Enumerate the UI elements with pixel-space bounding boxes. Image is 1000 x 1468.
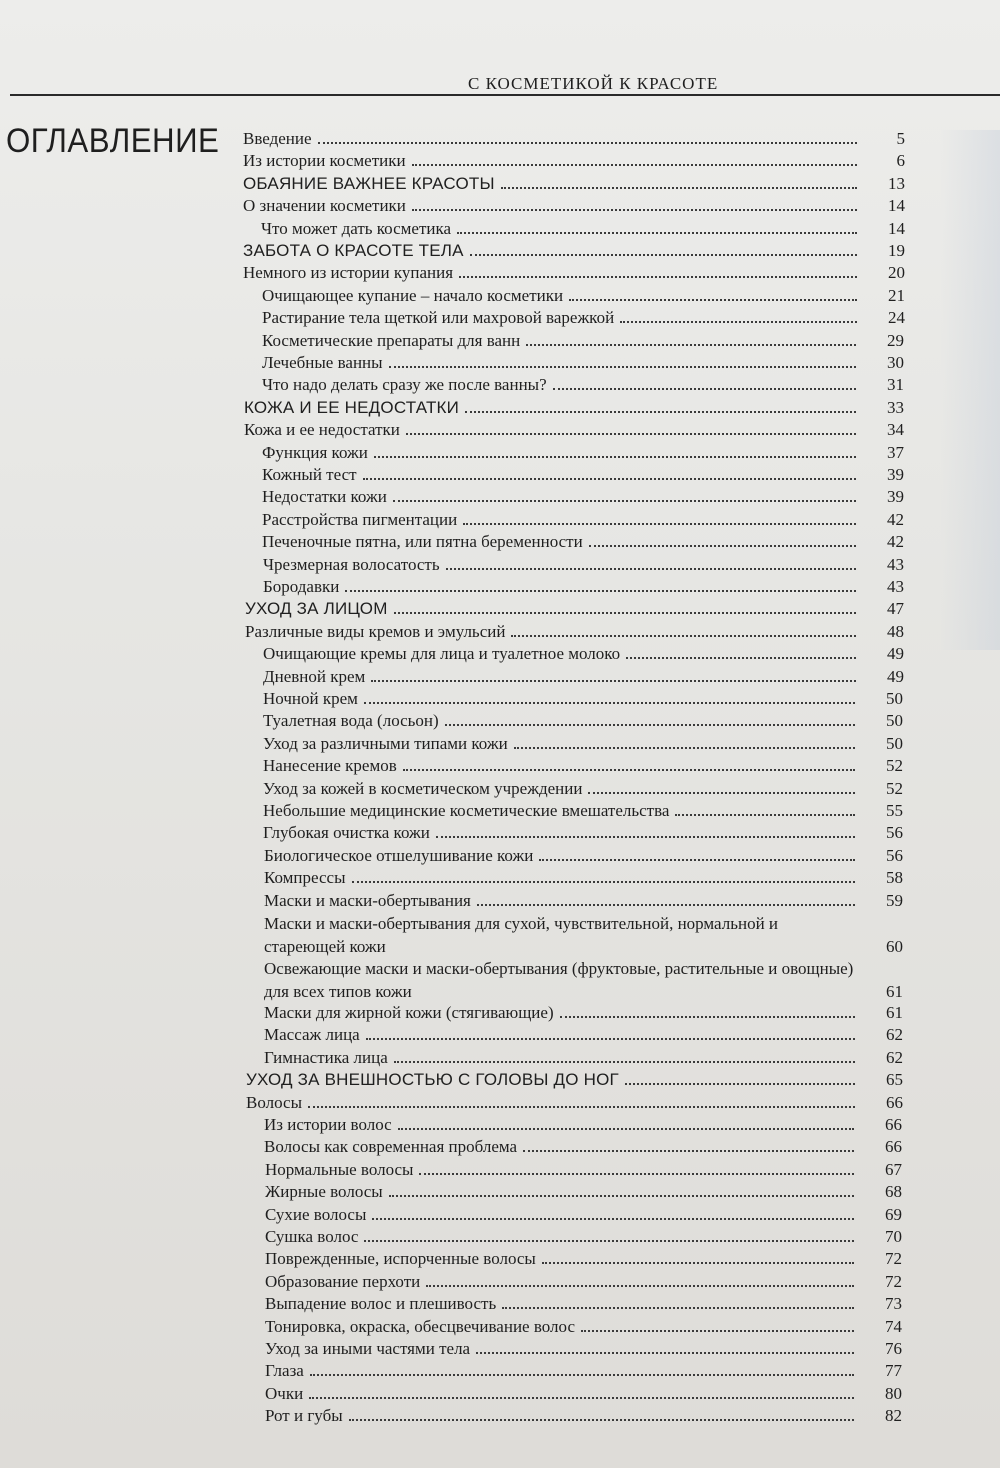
- toc-page-number: 55: [886, 801, 903, 820]
- toc-entry-title: Немного из истории купания: [243, 263, 454, 283]
- dot-leader: [374, 456, 856, 458]
- toc-entry-title: Косметические препараты для ванн: [262, 330, 521, 350]
- toc-entry-title: Нанесение кремов: [263, 756, 397, 776]
- toc-entry: [261, 218, 905, 240]
- dot-leader: [419, 1173, 854, 1175]
- toc-page-number: 56: [886, 845, 903, 865]
- dot-leader: [406, 433, 856, 435]
- toc-entry: [262, 509, 904, 531]
- toc-entry: [263, 755, 903, 777]
- dot-leader: [560, 1016, 855, 1018]
- toc-page-number: 48: [887, 621, 904, 641]
- toc-page-number: 72: [885, 1271, 902, 1291]
- toc-entry: [264, 957, 903, 1003]
- toc-page-number: 77: [885, 1361, 902, 1381]
- toc-page-number: 70: [885, 1227, 902, 1246]
- toc-entry: [243, 262, 905, 284]
- toc-page-number: 80: [885, 1383, 902, 1403]
- toc-entry: [264, 1024, 903, 1046]
- dot-leader: [309, 1397, 854, 1399]
- toc-entry: [262, 442, 904, 464]
- toc-entry: [263, 822, 903, 844]
- toc-entry: [263, 778, 903, 800]
- toc-title: ОГЛАВЛЕНИЕ: [6, 122, 220, 160]
- toc-page-number: 82: [885, 1406, 902, 1426]
- dot-leader: [363, 478, 856, 480]
- toc-page-number: 67: [885, 1159, 902, 1179]
- toc-page-number: 73: [885, 1294, 902, 1314]
- dot-leader: [588, 792, 855, 794]
- toc-entry-title: Кожный тест: [262, 465, 357, 484]
- toc-page-number: 60: [886, 937, 903, 956]
- dot-leader: [349, 1419, 854, 1421]
- toc-entry: [263, 666, 904, 688]
- toc-entry: [263, 576, 904, 598]
- toc-entry: [262, 464, 904, 486]
- toc-entry-title: Уход за различными типами кожи: [263, 733, 508, 753]
- toc-entry-title: Сухие волосы: [265, 1204, 367, 1224]
- toc-entry: [244, 419, 904, 441]
- toc-entry-title: Уход за иными частями тела: [265, 1339, 471, 1358]
- dot-leader: [389, 366, 856, 368]
- dot-leader: [393, 500, 856, 502]
- toc-entry: [263, 643, 904, 665]
- toc-entry-title: Биологическое отшелушивание кожи: [264, 845, 534, 865]
- toc-page-number: 33: [887, 397, 904, 417]
- running-head: С КОСМЕТИКОЙ К КРАСОТЕ: [468, 74, 719, 93]
- toc-entry-title: Очищающие кремы для лица и туалетное молоко: [263, 644, 621, 664]
- toc-entry: [263, 554, 904, 576]
- toc-page-number: 21: [888, 285, 905, 305]
- dot-leader: [310, 1374, 854, 1376]
- dot-leader: [426, 1285, 854, 1287]
- toc-entry-title: Маски и маски-обертывания для сухой, чувствительной, нормальной и стареющей кожи: [264, 914, 779, 956]
- toc-entry: [262, 374, 904, 396]
- dot-leader: [403, 769, 855, 771]
- toc-section-entry: [243, 240, 905, 262]
- toc-entry-title: ЗАБОТА О КРАСОТЕ ТЕЛА: [243, 241, 464, 260]
- toc-entry-title: ОБАЯНИЕ ВАЖНЕЕ КРАСОТЫ: [243, 173, 495, 193]
- toc-entry: [243, 195, 905, 217]
- dot-leader: [477, 904, 855, 906]
- dot-leader: [476, 1352, 854, 1354]
- dot-leader: [620, 321, 857, 323]
- dot-leader: [352, 881, 855, 883]
- toc-entry: [262, 307, 905, 329]
- toc-entry-title: Растирание тела щеткой или махровой варежкой: [262, 308, 615, 328]
- toc-page-number: 30: [887, 353, 904, 372]
- toc-page-number: 14: [888, 196, 905, 216]
- toc-page-number: 56: [886, 823, 903, 843]
- toc-entry-title: Жирные волосы: [265, 1182, 383, 1202]
- toc-page-number: 66: [886, 1092, 903, 1112]
- dot-leader: [470, 254, 857, 256]
- toc-entry-title: Уход за кожей в косметическом учреждении: [263, 778, 583, 798]
- toc-page-number: 49: [887, 666, 904, 686]
- toc-entry-title: Компрессы: [264, 868, 346, 888]
- dot-leader: [389, 1195, 854, 1197]
- toc-entry: [265, 1338, 902, 1360]
- toc-page-number: 65: [886, 1070, 903, 1090]
- dot-leader: [581, 1330, 854, 1332]
- toc-page-number: 29: [887, 330, 904, 350]
- toc-entry-title: Из истории косметики: [243, 151, 406, 171]
- toc-entry-title: О значении косметики: [243, 196, 406, 216]
- toc-entry: [262, 330, 904, 352]
- toc-entry: [265, 1159, 902, 1181]
- toc-entry-title: Маски и маски-обертывания: [264, 890, 471, 910]
- toc-entry: [262, 352, 904, 374]
- dot-leader: [371, 680, 856, 682]
- toc-entry: [262, 531, 904, 553]
- toc-page-number: 42: [887, 509, 904, 529]
- toc-page-number: 43: [887, 577, 904, 596]
- toc-page-number: 58: [886, 868, 903, 888]
- toc-entry: [263, 688, 903, 710]
- toc-entry-title: Различные виды кремов и эмульсий: [245, 621, 506, 641]
- toc-entry: [243, 150, 905, 172]
- dot-leader: [412, 164, 857, 166]
- toc-section-entry: [244, 397, 904, 419]
- dot-leader: [436, 836, 855, 838]
- toc-entry-title: Рот и губы: [265, 1406, 343, 1426]
- toc-page-number: 6: [896, 151, 905, 171]
- toc-page-number: 13: [888, 173, 905, 193]
- toc-page-number: 52: [886, 756, 903, 776]
- toc-entry-title: Очищающее купание – начало косметики: [262, 285, 564, 305]
- toc-page-number: 69: [885, 1204, 902, 1224]
- toc-entry: [264, 890, 903, 912]
- dot-leader: [394, 612, 856, 614]
- toc-entry: [265, 1204, 902, 1226]
- dot-leader: [364, 702, 855, 704]
- toc-section-entry: [245, 598, 904, 620]
- toc-entry-title: Что надо делать сразу же после ванны?: [262, 375, 547, 395]
- toc-entry-title: Массаж лица: [264, 1025, 360, 1045]
- toc-entry: [265, 1248, 902, 1270]
- toc-page-number: 24: [888, 308, 905, 328]
- dot-leader: [445, 724, 855, 726]
- toc-entry-title: Гимнастика лица: [264, 1047, 388, 1067]
- toc-entry-title: Дневной крем: [263, 666, 366, 686]
- dot-leader: [318, 142, 857, 144]
- toc-entry-title: Небольшие медицинские косметические вмешательства: [263, 801, 670, 820]
- toc-entry-title: Тонировка, окраска, обесцвечивание волос: [265, 1316, 575, 1336]
- toc-entry: [245, 621, 904, 643]
- toc-page-number: 52: [886, 778, 903, 798]
- toc-entry-title: УХОД ЗА ЛИЦОМ: [245, 599, 388, 619]
- toc-page-number: 72: [885, 1249, 902, 1269]
- toc-entry: [264, 845, 903, 867]
- toc-entry-title: Волосы как современная проблема: [264, 1137, 518, 1157]
- toc-page-number: 76: [885, 1339, 902, 1358]
- dot-leader: [502, 1307, 854, 1309]
- dot-leader: [364, 1240, 854, 1242]
- toc-entry-title: Что может дать косметика: [261, 218, 452, 238]
- dot-leader: [501, 187, 857, 189]
- toc-entry-title: Сушка волос: [265, 1227, 359, 1246]
- dot-leader: [625, 1083, 855, 1085]
- toc-entry: [265, 1181, 902, 1203]
- toc-section-entry: [246, 1069, 903, 1091]
- toc-entry: [265, 1271, 902, 1293]
- dot-leader: [412, 209, 857, 211]
- dot-leader: [457, 232, 857, 234]
- toc-page-number: 14: [888, 218, 905, 238]
- toc-page-number: 62: [886, 1047, 903, 1067]
- toc-page-number: 31: [887, 375, 904, 395]
- toc-entry: [264, 1136, 902, 1158]
- toc-entry: [262, 285, 905, 307]
- toc-page-number: 61: [886, 982, 903, 1001]
- dot-leader: [523, 1150, 854, 1152]
- toc-page-number: 49: [887, 644, 904, 664]
- header-rule: [10, 94, 1000, 96]
- dot-leader: [569, 299, 857, 301]
- dot-leader: [345, 590, 856, 592]
- toc-entry: [264, 867, 903, 889]
- toc-entry: [265, 1405, 902, 1427]
- toc-entry-title: Освежающие маски и маски-обертывания (фруктовые, растительные и овощные) для всех типов кожи: [264, 959, 854, 1001]
- toc-entry-title: Выпадение волос и плешивость: [265, 1294, 497, 1314]
- toc-entry-title: УХОД ЗА ВНЕШНОСТЬЮ С ГОЛОВЫ ДО НОГ: [246, 1070, 619, 1090]
- toc-entry-title: Введение: [243, 129, 312, 148]
- dot-leader: [463, 523, 856, 525]
- toc-page-number: 61: [886, 1003, 903, 1022]
- dot-leader: [589, 545, 856, 547]
- dot-leader: [514, 747, 855, 749]
- toc-entry-title: Чрезмерная волосатость: [263, 554, 440, 574]
- dot-leader: [526, 344, 856, 346]
- toc-entry: [265, 1316, 902, 1338]
- dot-leader: [675, 814, 855, 816]
- toc-page-number: 19: [888, 241, 905, 260]
- toc-entry-title: Образование перхоти: [265, 1271, 421, 1291]
- toc-entry-title: КОЖА И ЕЕ НЕДОСТАТКИ: [244, 397, 460, 417]
- toc-entry-title: Поврежденные, испорченные волосы: [265, 1249, 536, 1269]
- toc-section-entry: [243, 173, 905, 195]
- toc-entry: [265, 1360, 902, 1382]
- toc-page-number: 47: [887, 599, 904, 619]
- toc-entry: [243, 128, 905, 150]
- dot-leader: [308, 1106, 855, 1108]
- toc-entry-title: Очки: [265, 1383, 304, 1403]
- toc-entry-title: Маски для жирной кожи (стягивающие): [264, 1003, 554, 1022]
- page-edge-shadow: [940, 130, 1000, 650]
- dot-leader: [553, 388, 856, 390]
- toc-page-number: 42: [887, 532, 904, 552]
- dot-leader: [465, 411, 856, 413]
- toc-entry: [246, 1092, 903, 1114]
- toc-page-number: 50: [886, 689, 903, 708]
- toc-page-number: 62: [886, 1025, 903, 1045]
- toc-entry-title: Лечебные ванны: [262, 353, 383, 372]
- toc-page-number: 43: [887, 554, 904, 574]
- dot-leader: [446, 568, 856, 570]
- dot-leader: [542, 1262, 854, 1264]
- dot-leader: [511, 635, 856, 637]
- toc-entry-title: Из истории волос: [264, 1115, 392, 1134]
- toc-page-number: 59: [886, 890, 903, 910]
- toc-page-number: 37: [887, 442, 904, 462]
- toc-page-number: 68: [885, 1182, 902, 1202]
- toc-entry: [262, 486, 904, 508]
- toc-entry-title: Глубокая очистка кожи: [263, 823, 430, 843]
- toc-page-number: 39: [887, 465, 904, 484]
- toc-page-number: 20: [888, 263, 905, 283]
- toc-entry: [265, 1226, 902, 1248]
- toc-entry-title: Туалетная вода (лосьон): [263, 711, 439, 731]
- toc-page-number: 66: [885, 1137, 902, 1157]
- dot-leader: [459, 276, 857, 278]
- toc-page-number: 74: [885, 1316, 902, 1336]
- toc-page-number: 34: [887, 420, 904, 440]
- toc-page-number: 5: [896, 129, 905, 148]
- toc-page-number: 50: [886, 733, 903, 753]
- toc-entry: [264, 912, 903, 958]
- toc-entry-title: Печеночные пятна, или пятна беременности: [262, 532, 583, 552]
- toc-entry-title: Ночной крем: [263, 689, 358, 708]
- toc-entry: [264, 1002, 903, 1024]
- toc-entry: [264, 1114, 902, 1136]
- toc-page-number: 66: [885, 1115, 902, 1134]
- toc-entry: [263, 733, 903, 755]
- toc-entry-title: Нормальные волосы: [265, 1159, 414, 1179]
- toc-entry-title: Расстройства пигментации: [262, 509, 458, 529]
- toc-entry: [264, 1047, 903, 1069]
- toc-entry: [265, 1293, 902, 1315]
- toc-entry-title: Волосы: [246, 1092, 302, 1112]
- toc-entry-title: Бородавки: [263, 577, 340, 596]
- toc-entry-title: Недостатки кожи: [262, 487, 387, 507]
- toc-entry: [265, 1383, 902, 1405]
- dot-leader: [398, 1128, 854, 1130]
- dot-leader: [626, 657, 856, 659]
- dot-leader: [539, 859, 855, 861]
- dot-leader: [366, 1038, 855, 1040]
- dot-leader: [372, 1218, 854, 1220]
- toc-entry: [263, 710, 903, 732]
- toc-page-number: 50: [886, 711, 903, 731]
- toc-entry-title: Кожа и ее недостатки: [244, 420, 400, 440]
- dot-leader: [394, 1061, 855, 1063]
- toc-entry-title: Глаза: [265, 1361, 304, 1381]
- toc-page-number: 39: [887, 487, 904, 507]
- toc-entry-title: Функция кожи: [262, 442, 368, 462]
- toc-entry: [263, 800, 903, 822]
